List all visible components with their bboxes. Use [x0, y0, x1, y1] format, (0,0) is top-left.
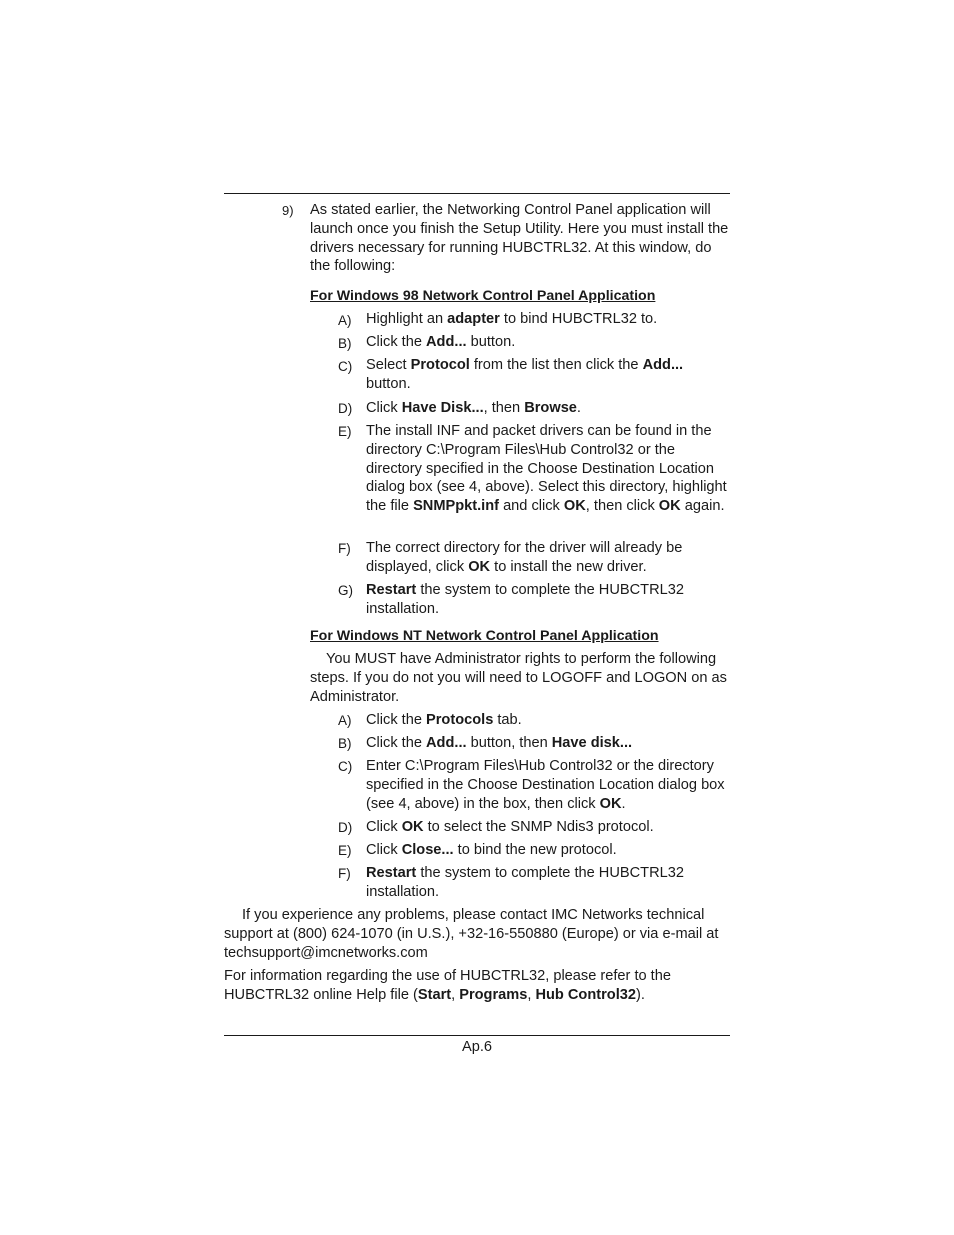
support-paragraph: If you experience any problems, please contact IMC Networks technical support at (800) 624-1070 (in U.S.), +32-16-550880 (Europe) or via e-mail at techsupport@imcnetworks.com	[224, 907, 719, 961]
page-number: Ap.6	[461, 1039, 493, 1055]
winnt-item-label: B)	[338, 736, 352, 751]
win98-item-label: D)	[338, 401, 353, 416]
win98-item-label: F)	[338, 541, 351, 556]
winnt-item-label: A)	[338, 713, 352, 728]
winnt-item-label: C)	[338, 759, 353, 774]
winnt-intro: You MUST have Administrator rights to perform the following steps. If you do not you will need to LOGOFF and LOGON on as Administrator.	[310, 651, 727, 705]
winnt-item-d: Click OK to select the SNMP Ndis3 protocol.	[366, 819, 654, 835]
winnt-item-f: Restart the system to complete the HUBCTRL32 installation.	[366, 865, 684, 900]
winnt-item-label: E)	[338, 843, 352, 858]
winnt-heading: For Windows NT Network Control Panel Application	[310, 628, 659, 644]
win98-item-label: A)	[338, 313, 352, 328]
win98-item-f: The correct directory for the driver will already be displayed, click OK to install the new driver.	[366, 540, 683, 575]
win98-item-label: G)	[338, 583, 353, 598]
win98-item-e: The install INF and packet drivers can be found in the directory C:\Program Files\Hub Control32 or the directory specified in the Choose Destination Location dialog box (see 4, above). Select this directory, highlight the file SNMPpkt.inf and click OK, then click OK again.	[366, 423, 727, 515]
win98-item-c: Select Protocol from the list then click the Add... button.	[366, 357, 684, 392]
win98-item-label: C)	[338, 359, 353, 374]
winnt-item-label: F)	[338, 866, 351, 881]
winnt-item-e: Click Close... to bind the new protocol.	[366, 842, 617, 858]
step-9-text: As stated earlier, the Networking Control Panel application will launch once you finish the Setup Utility. Here you must install the drivers necessary for running HUBCTRL32. At this window, do the following:	[310, 202, 729, 275]
winnt-item-a: Click the Protocols tab.	[366, 712, 522, 728]
bottom-rule	[224, 1035, 730, 1036]
winnt-item-c: Enter C:\Program Files\Hub Control32 or the directory specified in the Choose Destination Location dialog box (see 4, above) in the box, then click OK.	[366, 758, 725, 812]
win98-item-d: Click Have Disk..., then Browse.	[366, 400, 581, 416]
win98-item-b: Click the Add... button.	[366, 334, 516, 350]
top-rule	[224, 193, 730, 194]
win98-item-label: E)	[338, 424, 352, 439]
win98-heading: For Windows 98 Network Control Panel Application	[310, 288, 656, 304]
win98-item-a: Highlight an adapter to bind HUBCTRL32 to.	[366, 311, 658, 327]
winnt-item-label: D)	[338, 820, 353, 835]
info-paragraph: For information regarding the use of HUBCTRL32, please refer to the HUBCTRL32 online Help file (Start, Programs, Hub Control32).	[224, 968, 671, 1003]
win98-item-g: Restart the system to complete the HUBCTRL32 installation.	[366, 582, 684, 617]
step-number: 9)	[282, 203, 294, 218]
win98-item-label: B)	[338, 336, 352, 351]
winnt-item-b: Click the Add... button, then Have disk...	[366, 735, 633, 751]
